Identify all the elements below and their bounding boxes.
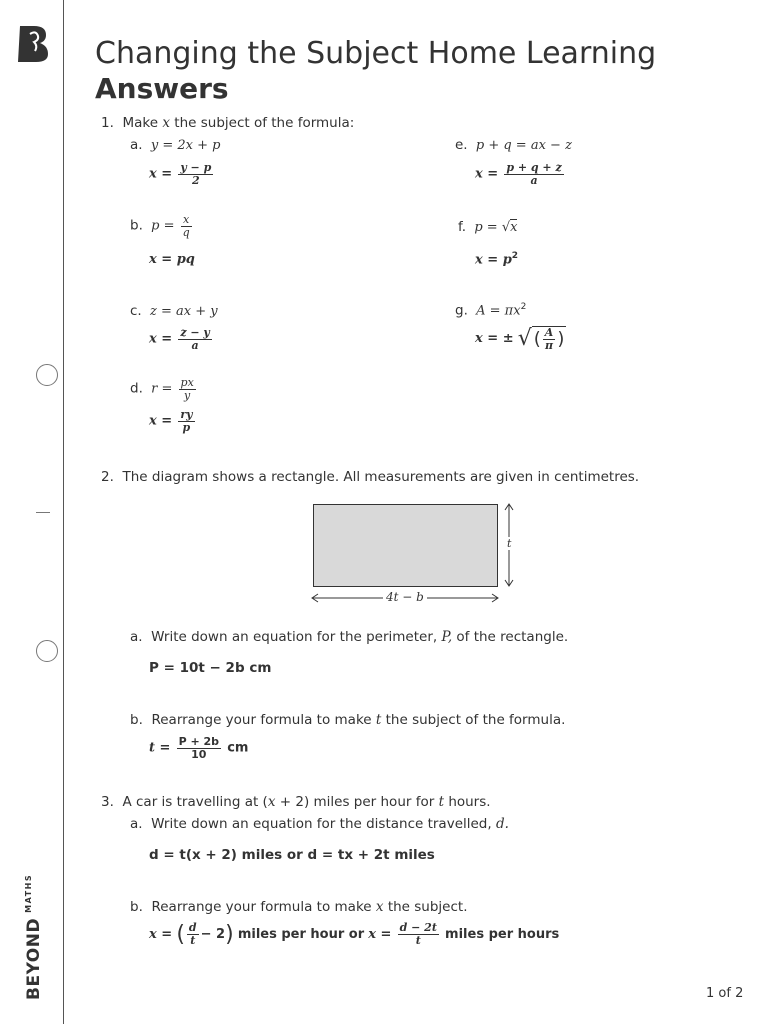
q1f-answer: $x = p^2$ <box>475 251 519 268</box>
q1c-question: c. z = ax + y <box>130 303 218 319</box>
q3b-answer: x = ( $\frac{d}{t}$ − 2) miles per hour or x = $\frac{d - 2t}{t}$ miles per hours <box>149 921 560 947</box>
brand-sub: MATHS <box>24 873 33 913</box>
q1e-question: e. p + q = ax − z <box>455 137 572 153</box>
q3b-question: b. Rearrange your formula to make x the subject. <box>130 899 468 915</box>
bottom-label: 4t − b <box>383 590 427 604</box>
q2b-question: b. Rearrange your formula to make t the subject of the formula. <box>130 712 566 728</box>
q1c-answer: x = $\frac{z - y}{a}$ <box>149 326 210 352</box>
q2a-question: a. Write down an equation for the perimeter, P, of the rectangle. <box>130 629 569 645</box>
q1b-answer: x = pq <box>149 252 195 267</box>
rectangle-diagram <box>313 504 498 587</box>
q1b-question: b. p = $\frac{x}{q}$ <box>130 213 190 239</box>
brand-logo <box>16 24 50 68</box>
q1g-answer: x = ± √ ( $\frac{A}{\pi}$ ) <box>475 326 565 352</box>
punch-hole-bottom <box>36 640 58 662</box>
q3a-question: a. Write down an equation for the distance travelled, d. <box>130 816 509 832</box>
q1f-question: f. p = √x <box>458 219 518 235</box>
q1a-answer: x = $\frac{y - p}{2}$ <box>149 161 212 187</box>
svg-text:B: B <box>16 24 17 25</box>
margin-line <box>63 0 64 1024</box>
brand-wordmark <box>24 874 44 1000</box>
q1e-answer: x = $\frac{p + q + z}{a}$ <box>475 161 562 187</box>
q1a-question: a. y = 2x + p <box>130 137 221 153</box>
side-label: t <box>507 537 512 550</box>
q1-prompt: 1. Make x the subject of the formula: <box>101 115 355 131</box>
fold-mark <box>36 512 50 513</box>
punch-hole-top <box>36 364 58 386</box>
page-title: Changing the Subject Home Learning <box>95 36 657 71</box>
q1g-question: g. $A = \pi x^2$ <box>455 302 527 319</box>
q2-prompt: 2. The diagram shows a rectangle. All measurements are given in centimetres. <box>101 469 640 485</box>
q3a-answer: d = t(x + 2) miles or d = tx + 2t miles <box>149 847 435 863</box>
q1d-answer: x = $\frac{ry}{p}$ <box>149 408 193 434</box>
q2b-answer: t = $\frac{P + 2b}{10}$ cm <box>149 735 249 761</box>
q3-prompt: 3. A car is travelling at (x + 2) miles per hour for t hours. <box>101 794 491 810</box>
q1d-question: d. r = $\frac{px}{y}$ <box>130 376 194 402</box>
page-subtitle: Answers <box>95 72 229 105</box>
q2a-answer: P = 10t − 2b cm <box>149 660 272 676</box>
brand-name: BEYOND <box>24 917 44 1000</box>
page-indicator: 1 of 2 <box>706 986 744 1001</box>
